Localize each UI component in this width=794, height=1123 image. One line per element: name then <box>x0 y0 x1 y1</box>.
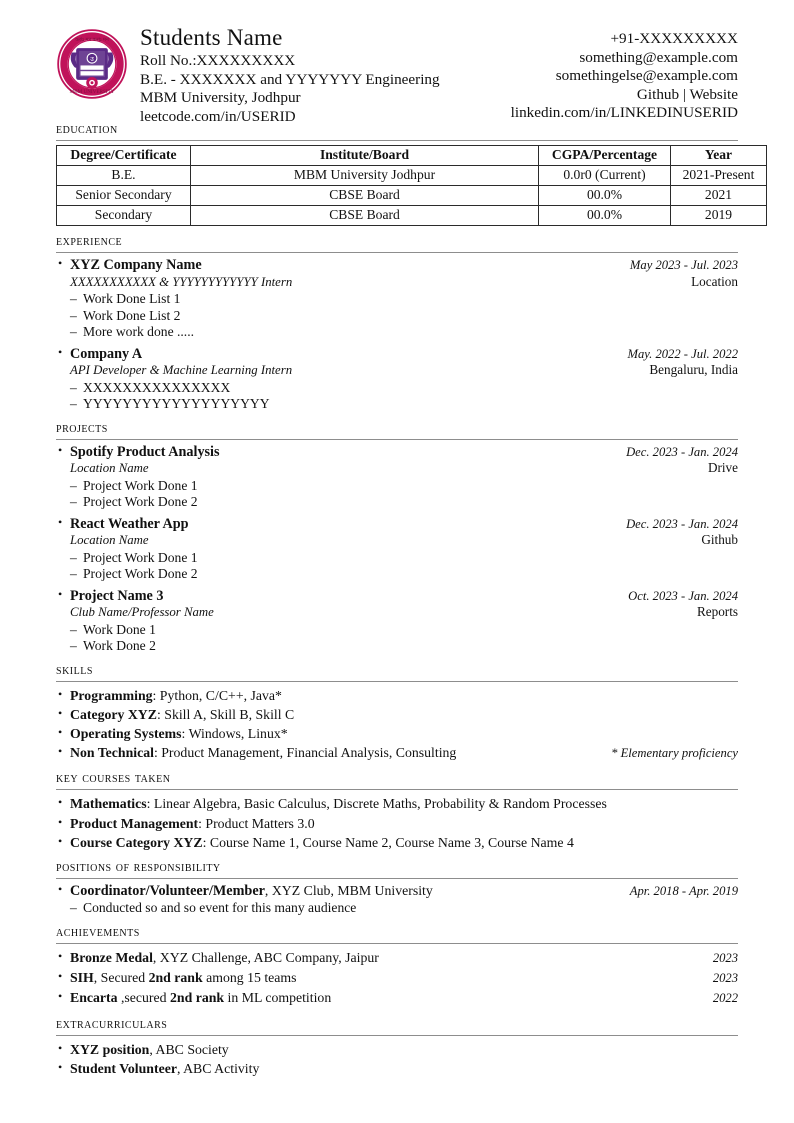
entry-heading-row <box>70 516 738 533</box>
section-title-extracurriculars: extracurriculars <box>56 1015 168 1032</box>
header-right-block <box>511 22 738 123</box>
project-link-label[interactable]: Github <box>701 532 738 547</box>
achievement-year: 2022 <box>712 991 738 1006</box>
bullet-item: – XXXXXXXXXXXXXXX <box>70 380 738 397</box>
bullet-item: – Project Work Done 1 <box>70 478 738 495</box>
skill-label: Programming <box>70 687 153 703</box>
github-website-links[interactable]: Github | Website <box>636 85 738 103</box>
extracurricular-label: XYZ position <box>70 1041 150 1057</box>
achievement-label: Bronze Medal <box>70 949 153 965</box>
section-experience <box>56 232 738 413</box>
course-label: Product Management <box>70 815 199 831</box>
project-bullets <box>70 622 738 655</box>
project-bullets <box>70 478 738 511</box>
section-achievements <box>56 923 738 1009</box>
section-divider <box>56 681 738 682</box>
table-header-row <box>57 146 767 166</box>
experience-bullets <box>70 291 738 341</box>
achievement-mid: ,secured <box>117 990 170 1006</box>
section-title-achievements: achievements <box>56 923 140 940</box>
achievement-tail: in ML competition <box>224 990 332 1006</box>
projects-list <box>56 444 738 655</box>
entry-heading-row <box>70 346 738 363</box>
project-title: • React Weather App <box>70 515 189 532</box>
experience-role: XXXXXXXXXXX & YYYYYYYYYYYY Intern <box>70 274 293 289</box>
cell-year: 2021 <box>671 186 767 206</box>
list-item <box>56 814 738 833</box>
entry-heading-row <box>70 444 738 461</box>
project-subtitle: Location Name <box>70 533 149 547</box>
section-education <box>56 120 755 226</box>
cell-degree: Senior Secondary <box>57 186 191 206</box>
svg-text:MBM UNIVERSITY: MBM UNIVERSITY <box>69 88 115 95</box>
section-projects <box>56 419 738 655</box>
skill-value: : Product Management, Financial Analysis, Consulting <box>153 745 457 761</box>
bullet-item: – Project Work Done 2 <box>70 494 738 511</box>
cell-year: 2019 <box>671 206 767 226</box>
achievement-year: 2023 <box>712 950 738 965</box>
section-title-projects: projects <box>56 419 108 436</box>
section-title-positions: positions of responsibility <box>56 858 221 875</box>
skill-text-group <box>70 743 456 762</box>
achievement-row <box>70 948 738 968</box>
project-bullets <box>70 550 738 583</box>
entry-sub-row <box>70 604 738 621</box>
degree-line: B.E. - XXXXXXX and YYYYYYY Engineering <box>140 70 440 88</box>
experience-list <box>56 257 738 413</box>
skills-list <box>56 686 738 764</box>
logo-container <box>56 22 134 100</box>
list-item <box>56 257 738 341</box>
achievement-row <box>70 968 738 988</box>
phone-line: +91-XXXXXXXXX <box>610 30 738 47</box>
project-date: Dec. 2023 - Jan. 2024 <box>626 444 738 459</box>
experience-date: May 2023 - Jul. 2023 <box>629 258 738 272</box>
achievement-bold-detail: 2nd rank <box>148 970 203 986</box>
experience-date: May. 2022 - Jul. 2022 <box>627 346 738 361</box>
experience-role: API Developer & Machine Learning Intern <box>70 363 293 377</box>
section-positions <box>56 858 738 917</box>
experience-company: • Company A <box>70 345 143 362</box>
list-item <box>56 794 738 813</box>
cell-cgpa: 00.0% <box>539 206 671 226</box>
bullet-item: – Work Done 2 <box>70 638 738 655</box>
section-divider <box>56 439 738 440</box>
extracurricular-label: Student Volunteer <box>70 1060 177 1076</box>
achievements-list <box>56 948 738 1009</box>
experience-company: • XYZ Company Name <box>70 257 202 273</box>
list-item <box>56 833 738 852</box>
achievement-row <box>70 988 738 1008</box>
project-title: • Spotify Product Analysis <box>70 443 220 460</box>
cell-year: 2021-Present <box>671 166 767 186</box>
section-skills <box>56 661 738 764</box>
list-item <box>56 724 738 743</box>
list-item <box>56 988 738 1008</box>
skill-label: Non Technical <box>70 745 154 761</box>
project-date: Oct. 2023 - Jan. 2024 <box>628 588 738 603</box>
achievement-bold-detail: 2nd rank <box>170 990 225 1006</box>
list-item <box>56 968 738 988</box>
column-header-year: Year <box>671 146 767 166</box>
section-title-education: education <box>56 121 118 137</box>
skill-label: Operating Systems <box>70 725 182 741</box>
position-value: , XYZ Club, MBM University <box>264 882 433 898</box>
achievement-text-group <box>70 968 297 987</box>
university-line: MBM University, Jodhpur <box>140 89 301 107</box>
project-subtitle: Club Name/Professor Name <box>70 605 214 619</box>
cell-cgpa: 0.0r0 (Current) <box>539 166 671 186</box>
bullet-item: – Work Done List 1 <box>70 291 738 308</box>
cell-institute: CBSE Board <box>191 206 539 226</box>
resume-content <box>56 22 755 1078</box>
list-item <box>56 743 738 763</box>
bullet-item: – More work done ..... <box>70 324 738 341</box>
entry-sub-row <box>70 532 738 549</box>
leetcode-link[interactable]: leetcode.com/in/USERID <box>140 107 296 125</box>
table-row <box>57 186 767 206</box>
svg-text:करե मन करե मन: करե मन करե मन <box>75 37 109 43</box>
section-courses <box>56 769 738 852</box>
education-table <box>56 145 767 226</box>
column-header-institute: Institute/Board <box>191 146 539 166</box>
bullet-item: – Work Done List 2 <box>70 308 738 325</box>
extracurricular-value: , ABC Society <box>149 1041 229 1057</box>
course-label: Mathematics <box>70 796 147 812</box>
experience-bullets <box>70 380 738 413</box>
achievement-label: SIH <box>70 970 94 986</box>
section-divider <box>56 943 738 944</box>
entry-sub-row <box>70 274 738 291</box>
section-title-skills: skills <box>56 661 93 678</box>
linkedin-link[interactable]: linkedin.com/in/LINKEDINUSERID <box>510 104 738 122</box>
list-item <box>56 588 738 655</box>
course-value: : Product Matters 3.0 <box>198 815 315 831</box>
course-label: Course Category XYZ <box>70 834 203 850</box>
header-left-block <box>134 22 511 126</box>
column-header-cgpa: CGPA/Percentage <box>539 146 671 166</box>
list-item <box>56 346 738 413</box>
email-primary-line[interactable]: something@example.com <box>579 48 738 66</box>
list-item <box>56 705 738 724</box>
course-value: : Course Name 1, Course Name 2, Course Name 3, Course Name 4 <box>202 834 574 850</box>
achievement-text-group <box>70 988 331 1007</box>
resume-header <box>56 22 738 125</box>
section-divider <box>56 878 738 879</box>
skill-value: : Windows, Linux* <box>181 725 288 741</box>
entry-heading-row <box>70 588 738 605</box>
section-title-courses: key courses taken <box>56 770 171 787</box>
position-text-group <box>70 883 433 900</box>
cell-degree: Secondary <box>57 206 191 226</box>
section-extracurriculars <box>56 1015 738 1078</box>
achievement-tail: among 15 teams <box>202 970 297 986</box>
entry-heading-row <box>70 883 738 900</box>
list-item <box>56 1040 738 1059</box>
section-divider <box>56 1035 738 1036</box>
cell-degree: B.E. <box>57 166 191 186</box>
achievement-year: 2023 <box>712 971 738 986</box>
project-title: • Project Name 3 <box>70 587 164 604</box>
achievement-text-group <box>70 948 379 967</box>
table-row <box>57 206 767 226</box>
bullet-item: – Conducted so and so event for this many audience <box>70 900 738 917</box>
project-date: Dec. 2023 - Jan. 2024 <box>626 516 738 531</box>
page-title: Students Name <box>140 25 283 50</box>
column-header-degree: Degree/Certificate <box>57 146 191 166</box>
section-divider <box>56 140 738 141</box>
project-subtitle: Location Name <box>70 461 149 475</box>
cell-cgpa: 00.0% <box>539 186 671 206</box>
bullet-item: – Project Work Done 1 <box>70 550 738 567</box>
project-link-label[interactable]: Reports <box>696 604 738 619</box>
position-label: Coordinator/Volunteer/Member <box>70 882 265 899</box>
extracurricular-value: , ABC Activity <box>176 1060 260 1076</box>
positions-list <box>56 883 738 917</box>
mbm-university-crest-icon <box>56 28 128 100</box>
cell-institute: CBSE Board <box>191 186 539 206</box>
table-row <box>57 166 767 186</box>
position-bullets <box>70 900 738 917</box>
course-value: : Linear Algebra, Basic Calculus, Discrete Maths, Probability & Random Processes <box>146 796 607 812</box>
cell-institute: MBM University Jodhpur <box>191 166 539 186</box>
position-date: Apr. 2018 - Apr. 2019 <box>629 883 738 898</box>
experience-location: Bengaluru, India <box>649 362 738 377</box>
entry-sub-row <box>70 362 738 379</box>
skill-label: Category XYZ <box>70 706 157 722</box>
list-item <box>56 948 738 968</box>
list-item <box>56 883 738 917</box>
list-item <box>56 444 738 511</box>
courses-list <box>56 794 738 852</box>
entry-sub-row <box>70 460 738 477</box>
skill-row-with-note <box>70 743 738 763</box>
extracurriculars-list <box>56 1040 738 1078</box>
email-secondary-line[interactable]: somethingelse@example.com <box>555 67 738 85</box>
entry-heading-row <box>70 257 738 274</box>
bullet-item: – Project Work Done 2 <box>70 566 738 583</box>
project-link-label[interactable]: Drive <box>707 460 738 475</box>
roll-number-line: Roll No.:XXXXXXXXX <box>140 52 296 69</box>
achievement-mid: , Secured <box>93 970 149 986</box>
bullet-item: – Work Done 1 <box>70 622 738 639</box>
skill-value: : Python, C/C++, Java* <box>152 687 282 703</box>
section-divider <box>56 252 738 253</box>
list-item <box>56 1059 738 1078</box>
skills-footnote: * Elementary proficiency <box>611 746 738 761</box>
svg-text:उ: उ <box>90 56 94 64</box>
achievement-mid: , XYZ Challenge, ABC Company, Jaipur <box>152 949 379 965</box>
list-item <box>56 516 738 583</box>
bullet-item: – YYYYYYYYYYYYYYYYYYY <box>70 396 738 413</box>
section-divider <box>56 789 738 790</box>
section-title-experience: experience <box>56 233 123 249</box>
achievement-label: Encarta <box>70 990 118 1006</box>
skill-value: : Skill A, Skill B, Skill C <box>156 706 295 722</box>
list-item <box>56 686 738 705</box>
experience-location: Location <box>691 273 738 289</box>
